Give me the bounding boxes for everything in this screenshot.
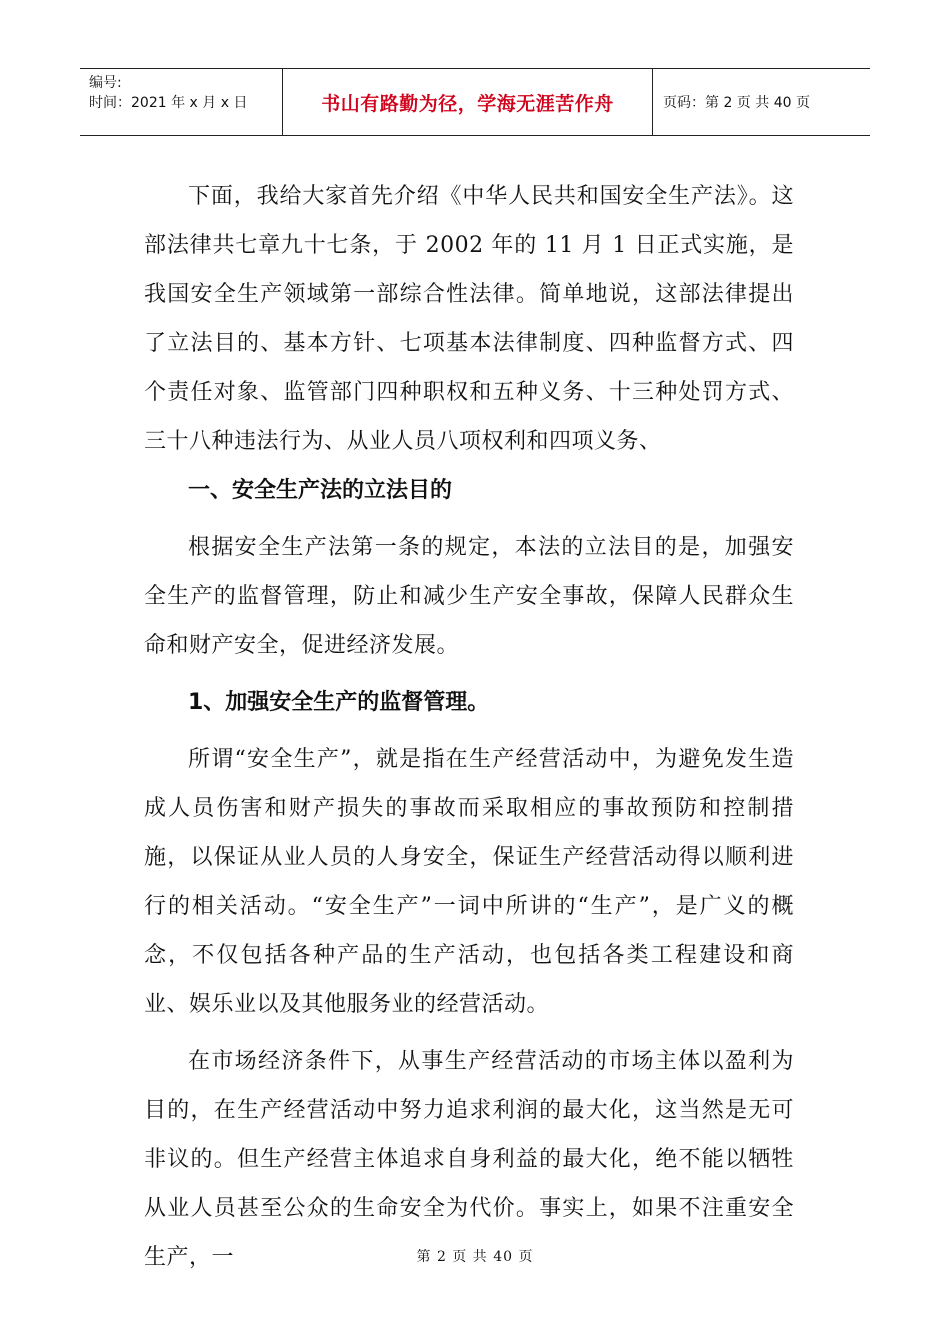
paragraph-purpose: 根据安全生产法第一条的规定，本法的立法目的是，加强安全生产的监督管理，防止和减少生产安全事故，保障人民群众生命和财产安全，促进经济发展。: [144, 535, 794, 658]
header-page-info: 页码：第 2 页 共 40 页: [663, 95, 810, 111]
paragraph-intro: 下面，我给大家首先介绍《中华人民共和国安全生产法》。这部法律共七章九十七条，于 2002 年的 11 月 1 日正式实施，是我国安全生产领域第一部综合性法律。简单地说，这部法律提出了立法目的、基本方针、七项基本法律制度、四种监督方式、四个责任对象、监管部门四种职权和五种义务、十三种处罚方式、三十八种违法行为、从业人员八项权利和四项义务、: [144, 184, 794, 454]
document-body: [144, 172, 794, 1282]
page-footer: 第 2 页 共 40 页: [416, 1249, 534, 1265]
document-number-label: 编号:: [89, 75, 122, 91]
paragraph-safety-production: 所谓“安全生产”，就是指在生产经营活动中，为避免发生造成人员伤害和财产损失的事故而采取相应的事故预防和控制措施，以保证从业人员的人身安全，保证生产经营活动得以顺利进行的相关活动。“安全生产”一词中所讲的“生产”，是广义的概念，不仅包括各种产品的生产活动，也包括各类工程建设和商业、娱乐业以及其他服务业的经营活动。: [144, 747, 794, 1017]
page-header: [80, 68, 870, 136]
document-time: 时间：2021 年 x 月 x 日: [89, 95, 248, 111]
paragraph-market-economy: 在市场经济条件下，从事生产经营活动的市场主体以盈利为目的，在生产经营活动中努力追求利润的最大化，这当然是无可非议的。但生产经营主体追求自身利益的最大化，绝不能以牺牲从业人员甚至公众的生命安全为代价。事实上，如果不注重安全生产，一: [144, 1049, 794, 1270]
header-motto: 书山有路勤为径，学海无涯苦作舟: [283, 69, 653, 135]
section-heading-1: 一、安全生产法的立法目的: [188, 478, 453, 503]
header-meta: [80, 69, 283, 135]
subsection-heading-1: 1、加强安全生产的监督管理。: [188, 690, 490, 715]
